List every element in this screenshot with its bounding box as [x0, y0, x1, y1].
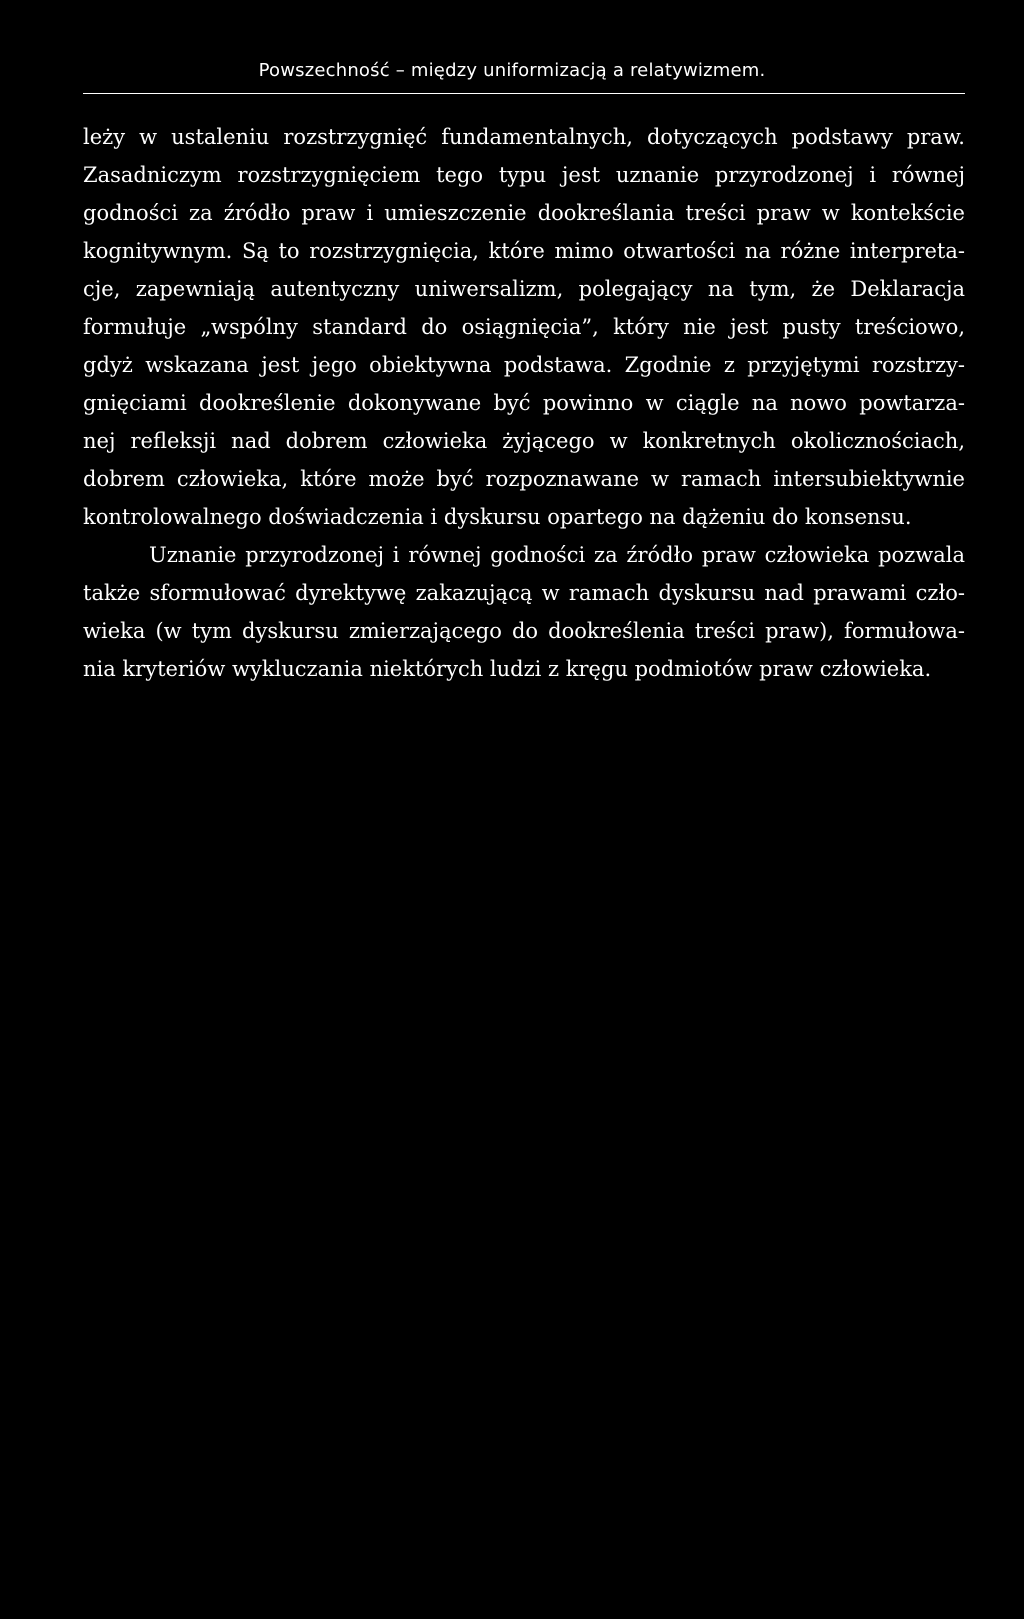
text-line: wieka (w tym dyskursu zmierzającego do dookreślenia treści praw), formułowa- — [83, 619, 965, 643]
text-line: dobrem człowieka, które może być rozpoznawane w ramach intersubiektywnie — [83, 467, 965, 491]
running-header: Powszechność – między uniformizacją a relatywizmem. — [258, 60, 766, 81]
text-line: także sformułować dyrektywę zakazującą w ramach dyskursu nad prawami czło- — [83, 581, 965, 605]
body-text — [83, 118, 965, 688]
text-line: formułuje „wspólny standard do osiągnięcia”, który nie jest pusty treściowo, — [83, 315, 965, 339]
text-line: gnięciami dookreślenie dokonywane być powinno w ciągle na nowo powtarza- — [83, 391, 965, 415]
text-line: nia kryteriów wykluczania niektórych ludzi z kręgu podmiotów praw człowieka. — [83, 657, 932, 681]
text-line: kognitywnym. Są to rozstrzygnięcia, które mimo otwartości na różne interpreta- — [83, 239, 965, 263]
text-line: leży w ustaleniu rozstrzygnięć fundamentalnych, dotyczących podstawy praw. — [83, 125, 965, 149]
text-line: Uznanie przyrodzonej i równej godności za źródło praw człowieka pozwala — [149, 543, 965, 567]
text-line: cje, zapewniają autentyczny uniwersalizm, polegający na tym, że Deklaracja — [83, 277, 965, 301]
text-line: kontrolowalnego doświadczenia i dyskursu opartego na dążeniu do konsensu. — [83, 505, 912, 529]
text-line: godności za źródło praw i umieszczenie dookreślania treści praw w kontekście — [83, 201, 965, 225]
header-rule — [83, 93, 965, 94]
text-line: gdyż wskazana jest jego obiektywna podstawa. Zgodnie z przyjętymi rozstrzy- — [83, 353, 965, 377]
text-line: nej refleksji nad dobrem człowieka żyjącego w konkretnych okolicznościach, — [83, 429, 965, 453]
text-line: Zasadniczym rozstrzygnięciem tego typu jest uznanie przyrodzonej i równej — [83, 163, 965, 187]
